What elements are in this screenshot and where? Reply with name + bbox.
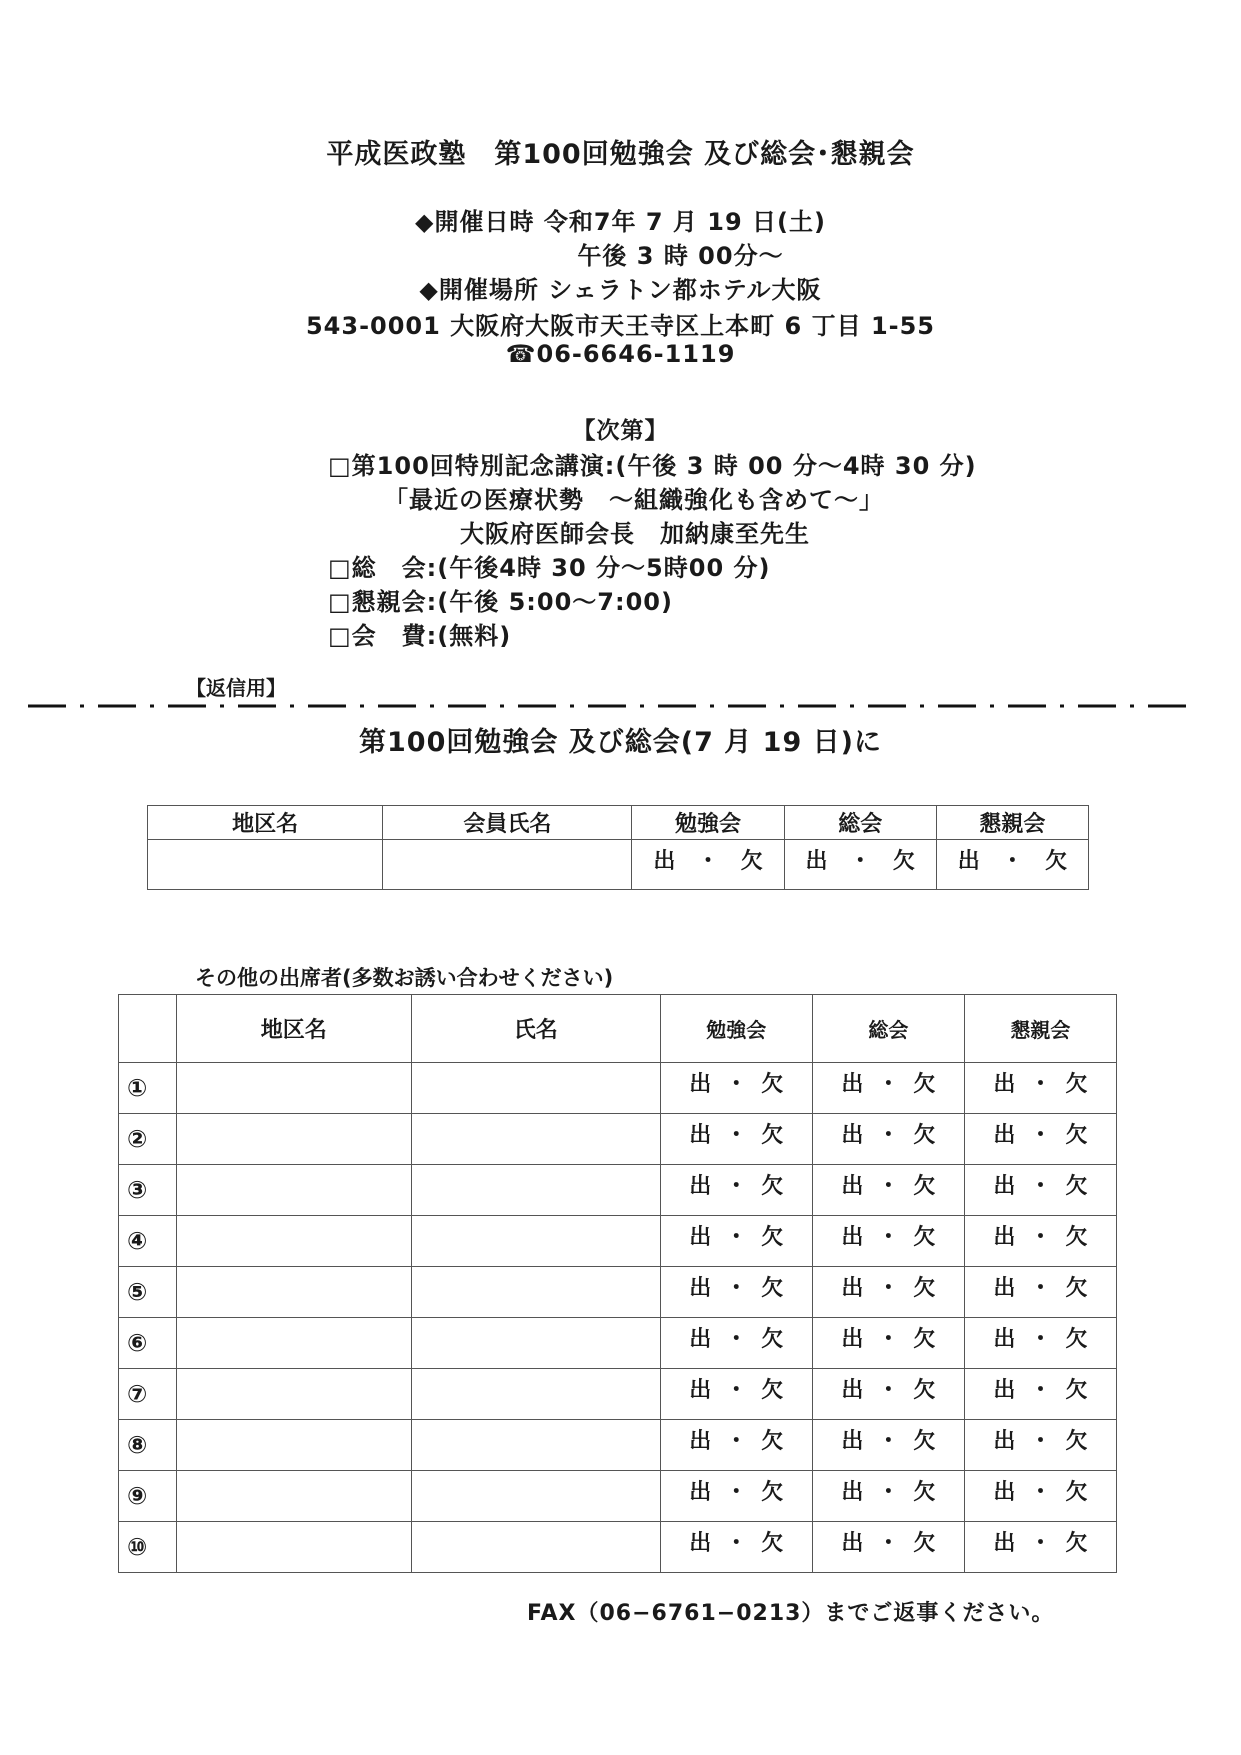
others-label: その他の出席者(多数お誘い合わせください) bbox=[195, 966, 614, 990]
attend-option[interactable]: 出 bbox=[841, 1174, 864, 1199]
district-cell[interactable] bbox=[176, 1165, 411, 1216]
header-district: 地区名 bbox=[148, 806, 383, 840]
header-name: 氏名 bbox=[411, 995, 660, 1063]
header-social: 懇親会 bbox=[936, 806, 1088, 840]
name-cell[interactable] bbox=[411, 1267, 660, 1318]
name-cell[interactable] bbox=[411, 1165, 660, 1216]
study-attendance[interactable] bbox=[660, 1420, 812, 1471]
attend-option[interactable]: 出 bbox=[689, 1378, 712, 1403]
attend-option[interactable]: 出 bbox=[841, 1429, 864, 1454]
row-number: ⑦ bbox=[119, 1369, 177, 1420]
separator: ・ bbox=[725, 1174, 748, 1199]
table-row bbox=[119, 1165, 1117, 1216]
separator: ・ bbox=[1001, 849, 1024, 874]
attend-option[interactable]: 出 bbox=[689, 1123, 712, 1148]
attend-option[interactable]: 出 bbox=[993, 1378, 1016, 1403]
attend-option[interactable]: 出 bbox=[993, 1225, 1016, 1250]
program-lecturer: 大阪府医師会長 加納康至先生 bbox=[460, 520, 810, 548]
social-attendance[interactable] bbox=[964, 1420, 1116, 1471]
absent-option[interactable]: 欠 bbox=[892, 849, 915, 874]
absent-option[interactable]: 欠 bbox=[1065, 1123, 1088, 1148]
attend-option[interactable]: 出 bbox=[993, 1531, 1016, 1556]
separator: ・ bbox=[877, 1327, 900, 1352]
absent-option[interactable]: 欠 bbox=[761, 1123, 784, 1148]
absent-option[interactable]: 欠 bbox=[1045, 849, 1068, 874]
district-cell[interactable] bbox=[176, 1420, 411, 1471]
header-social: 懇親会 bbox=[964, 995, 1116, 1063]
social-attendance[interactable] bbox=[964, 1165, 1116, 1216]
meeting-attendance[interactable] bbox=[812, 1471, 964, 1522]
attend-option[interactable]: 出 bbox=[841, 1123, 864, 1148]
name-cell[interactable] bbox=[411, 1063, 660, 1114]
name-cell[interactable] bbox=[411, 1114, 660, 1165]
district-cell[interactable] bbox=[176, 1318, 411, 1369]
header-number bbox=[119, 995, 177, 1063]
absent-option[interactable]: 欠 bbox=[913, 1378, 936, 1403]
attend-option[interactable]: 出 bbox=[993, 1480, 1016, 1505]
attend-option[interactable]: 出 bbox=[841, 1327, 864, 1352]
page-title: 平成医政塾 第100回勉強会 及び総会･懇親会 bbox=[326, 139, 915, 170]
study-attendance[interactable] bbox=[660, 1114, 812, 1165]
program-lecture: □第100回特別記念講演:(午後 3 時 00 分～4時 30 分) bbox=[328, 452, 977, 480]
event-phone: ☎06-6646-1119 bbox=[505, 340, 736, 368]
attend-option[interactable]: 出 bbox=[841, 1225, 864, 1250]
attend-option[interactable]: 出 bbox=[689, 1225, 712, 1250]
absent-option[interactable]: 欠 bbox=[1065, 1276, 1088, 1301]
meeting-attendance[interactable] bbox=[812, 1267, 964, 1318]
absent-option[interactable]: 欠 bbox=[1065, 1480, 1088, 1505]
meeting-attendance[interactable] bbox=[784, 840, 936, 890]
separator: ・ bbox=[1029, 1225, 1052, 1250]
study-attendance[interactable] bbox=[632, 840, 784, 890]
row-number: ⑤ bbox=[119, 1267, 177, 1318]
row-number: ⑨ bbox=[119, 1471, 177, 1522]
study-attendance[interactable] bbox=[660, 1471, 812, 1522]
separator: ・ bbox=[849, 849, 872, 874]
member-reply-table bbox=[147, 805, 1089, 890]
district-cell[interactable] bbox=[176, 1063, 411, 1114]
meeting-attendance[interactable] bbox=[812, 1063, 964, 1114]
header-general-meeting: 総会 bbox=[812, 995, 964, 1063]
social-attendance[interactable] bbox=[964, 1216, 1116, 1267]
study-attendance[interactable] bbox=[660, 1165, 812, 1216]
table-row bbox=[119, 1420, 1117, 1471]
attend-option[interactable]: 出 bbox=[841, 1480, 864, 1505]
separator: ・ bbox=[697, 849, 720, 874]
header-study-session: 勉強会 bbox=[632, 806, 784, 840]
separator: ・ bbox=[725, 1480, 748, 1505]
name-cell[interactable] bbox=[411, 1318, 660, 1369]
meeting-attendance[interactable] bbox=[812, 1318, 964, 1369]
separator: ・ bbox=[1029, 1531, 1052, 1556]
attend-option[interactable]: 出 bbox=[689, 1429, 712, 1454]
row-number: ② bbox=[119, 1114, 177, 1165]
study-attendance[interactable] bbox=[660, 1318, 812, 1369]
social-attendance[interactable] bbox=[964, 1318, 1116, 1369]
separator: ・ bbox=[1029, 1378, 1052, 1403]
attend-option[interactable]: 出 bbox=[841, 1378, 864, 1403]
attend-option[interactable]: 出 bbox=[689, 1072, 712, 1097]
absent-option[interactable]: 欠 bbox=[913, 1072, 936, 1097]
district-cell[interactable] bbox=[148, 840, 383, 890]
attend-option[interactable]: 出 bbox=[841, 1072, 864, 1097]
table-row bbox=[119, 1318, 1117, 1369]
event-date: ◆開催日時 令和7年 7 月 19 日(土) bbox=[415, 208, 826, 236]
header-general-meeting: 総会 bbox=[784, 806, 936, 840]
absent-option[interactable]: 欠 bbox=[913, 1276, 936, 1301]
attend-option[interactable]: 出 bbox=[841, 1276, 864, 1301]
separator: ・ bbox=[1029, 1123, 1052, 1148]
separator: ・ bbox=[1029, 1327, 1052, 1352]
attend-option[interactable]: 出 bbox=[689, 1531, 712, 1556]
absent-option[interactable]: 欠 bbox=[761, 1327, 784, 1352]
program-heading: 【次第】 bbox=[572, 418, 669, 444]
table-row bbox=[119, 1522, 1117, 1573]
attend-option[interactable]: 出 bbox=[993, 1276, 1016, 1301]
program-general-meeting: □総 会:(午後4時 30 分～5時00 分) bbox=[328, 554, 771, 582]
meeting-attendance[interactable] bbox=[812, 1114, 964, 1165]
reply-label: 【返信用】 bbox=[186, 676, 286, 700]
district-cell[interactable] bbox=[176, 1522, 411, 1573]
separator: ・ bbox=[1029, 1072, 1052, 1097]
absent-option[interactable]: 欠 bbox=[913, 1480, 936, 1505]
separator: ・ bbox=[877, 1480, 900, 1505]
table-row bbox=[119, 1063, 1117, 1114]
absent-option[interactable]: 欠 bbox=[761, 1225, 784, 1250]
member-name-cell[interactable] bbox=[383, 840, 632, 890]
attend-option[interactable]: 出 bbox=[653, 849, 676, 874]
absent-option[interactable]: 欠 bbox=[913, 1429, 936, 1454]
absent-option[interactable]: 欠 bbox=[761, 1072, 784, 1097]
absent-option[interactable]: 欠 bbox=[1065, 1225, 1088, 1250]
table-row bbox=[119, 1471, 1117, 1522]
attend-option[interactable]: 出 bbox=[993, 1072, 1016, 1097]
meeting-attendance[interactable] bbox=[812, 1165, 964, 1216]
separator: ・ bbox=[877, 1429, 900, 1454]
absent-option[interactable]: 欠 bbox=[1065, 1072, 1088, 1097]
event-venue: ◆開催場所 シェラトン都ホテル大阪 bbox=[419, 276, 822, 304]
district-cell[interactable] bbox=[176, 1216, 411, 1267]
header-district: 地区名 bbox=[176, 995, 411, 1063]
attend-option[interactable]: 出 bbox=[689, 1327, 712, 1352]
absent-option[interactable]: 欠 bbox=[761, 1276, 784, 1301]
attend-option[interactable]: 出 bbox=[689, 1480, 712, 1505]
district-cell[interactable] bbox=[176, 1471, 411, 1522]
absent-option[interactable]: 欠 bbox=[913, 1327, 936, 1352]
study-attendance[interactable] bbox=[660, 1216, 812, 1267]
absent-option[interactable]: 欠 bbox=[1065, 1378, 1088, 1403]
district-cell[interactable] bbox=[176, 1369, 411, 1420]
separator: ・ bbox=[877, 1531, 900, 1556]
row-number: ④ bbox=[119, 1216, 177, 1267]
social-attendance[interactable] bbox=[964, 1369, 1116, 1420]
absent-option[interactable]: 欠 bbox=[913, 1531, 936, 1556]
row-number: ⑧ bbox=[119, 1420, 177, 1471]
social-attendance[interactable] bbox=[936, 840, 1088, 890]
cut-line bbox=[0, 700, 1241, 712]
social-attendance[interactable] bbox=[964, 1063, 1116, 1114]
district-cell[interactable] bbox=[176, 1114, 411, 1165]
separator: ・ bbox=[1029, 1276, 1052, 1301]
meeting-attendance[interactable] bbox=[812, 1369, 964, 1420]
absent-option[interactable]: 欠 bbox=[740, 849, 763, 874]
event-address: 543-0001 大阪府大阪市天王寺区上本町 6 丁目 1-55 bbox=[305, 312, 936, 340]
name-cell[interactable] bbox=[411, 1471, 660, 1522]
separator: ・ bbox=[725, 1531, 748, 1556]
social-attendance[interactable] bbox=[964, 1471, 1116, 1522]
separator: ・ bbox=[725, 1123, 748, 1148]
separator: ・ bbox=[725, 1072, 748, 1097]
row-number: ③ bbox=[119, 1165, 177, 1216]
meeting-attendance[interactable] bbox=[812, 1420, 964, 1471]
study-attendance[interactable] bbox=[660, 1522, 812, 1573]
other-attendees-table bbox=[118, 994, 1117, 1573]
separator: ・ bbox=[877, 1225, 900, 1250]
separator: ・ bbox=[1029, 1480, 1052, 1505]
absent-option[interactable]: 欠 bbox=[1065, 1531, 1088, 1556]
meeting-attendance[interactable] bbox=[812, 1216, 964, 1267]
attend-option[interactable]: 出 bbox=[689, 1174, 712, 1199]
study-attendance[interactable] bbox=[660, 1369, 812, 1420]
program-social: □懇親会:(午後 5:00～7:00) bbox=[328, 588, 673, 616]
separator: ・ bbox=[877, 1276, 900, 1301]
social-attendance[interactable] bbox=[964, 1522, 1116, 1573]
table-row bbox=[119, 1267, 1117, 1318]
name-cell[interactable] bbox=[411, 1216, 660, 1267]
table-row bbox=[119, 1369, 1117, 1420]
absent-option[interactable]: 欠 bbox=[761, 1174, 784, 1199]
table-row bbox=[119, 1114, 1117, 1165]
event-time: 午後 3 時 00分～ bbox=[577, 242, 784, 270]
row-number: ① bbox=[119, 1063, 177, 1114]
study-attendance[interactable] bbox=[660, 1267, 812, 1318]
attend-option[interactable]: 出 bbox=[993, 1429, 1016, 1454]
absent-option[interactable]: 欠 bbox=[761, 1531, 784, 1556]
separator: ・ bbox=[877, 1123, 900, 1148]
absent-option[interactable]: 欠 bbox=[761, 1378, 784, 1403]
separator: ・ bbox=[877, 1174, 900, 1199]
absent-option[interactable]: 欠 bbox=[913, 1225, 936, 1250]
program-lecture-title: 「最近の医療状勢 ～組織強化も含めて～」 bbox=[384, 486, 884, 514]
separator: ・ bbox=[877, 1072, 900, 1097]
absent-option[interactable]: 欠 bbox=[913, 1123, 936, 1148]
attend-option[interactable]: 出 bbox=[689, 1276, 712, 1301]
social-attendance[interactable] bbox=[964, 1114, 1116, 1165]
header-study-session: 勉強会 bbox=[660, 995, 812, 1063]
name-cell[interactable] bbox=[411, 1522, 660, 1573]
table-row bbox=[119, 1216, 1117, 1267]
separator: ・ bbox=[1029, 1174, 1052, 1199]
absent-option[interactable]: 欠 bbox=[1065, 1327, 1088, 1352]
absent-option[interactable]: 欠 bbox=[913, 1174, 936, 1199]
separator: ・ bbox=[725, 1429, 748, 1454]
absent-option[interactable]: 欠 bbox=[761, 1480, 784, 1505]
program-fee: □会 費:(無料) bbox=[328, 622, 512, 650]
separator: ・ bbox=[877, 1378, 900, 1403]
separator: ・ bbox=[725, 1276, 748, 1301]
separator: ・ bbox=[725, 1327, 748, 1352]
separator: ・ bbox=[1029, 1429, 1052, 1454]
absent-option[interactable]: 欠 bbox=[1065, 1174, 1088, 1199]
social-attendance[interactable] bbox=[964, 1267, 1116, 1318]
study-attendance[interactable] bbox=[660, 1063, 812, 1114]
attend-option[interactable]: 出 bbox=[993, 1327, 1016, 1352]
separator: ・ bbox=[725, 1225, 748, 1250]
separator: ・ bbox=[725, 1378, 748, 1403]
attend-option[interactable]: 出 bbox=[993, 1174, 1016, 1199]
district-cell[interactable] bbox=[176, 1267, 411, 1318]
fax-instruction: FAX（06−6761−0213）までご返事ください。 bbox=[527, 1601, 1055, 1626]
row-number: ⑩ bbox=[119, 1522, 177, 1573]
attend-option[interactable]: 出 bbox=[957, 849, 980, 874]
attend-option[interactable]: 出 bbox=[805, 849, 828, 874]
header-member-name: 会員氏名 bbox=[383, 806, 632, 840]
meeting-attendance[interactable] bbox=[812, 1522, 964, 1573]
attend-option[interactable]: 出 bbox=[993, 1123, 1016, 1148]
name-cell[interactable] bbox=[411, 1420, 660, 1471]
absent-option[interactable]: 欠 bbox=[1065, 1429, 1088, 1454]
attend-option[interactable]: 出 bbox=[841, 1531, 864, 1556]
row-number: ⑥ bbox=[119, 1318, 177, 1369]
reply-title: 第100回勉強会 及び総会(7 月 19 日)に bbox=[359, 727, 882, 758]
name-cell[interactable] bbox=[411, 1369, 660, 1420]
absent-option[interactable]: 欠 bbox=[761, 1429, 784, 1454]
